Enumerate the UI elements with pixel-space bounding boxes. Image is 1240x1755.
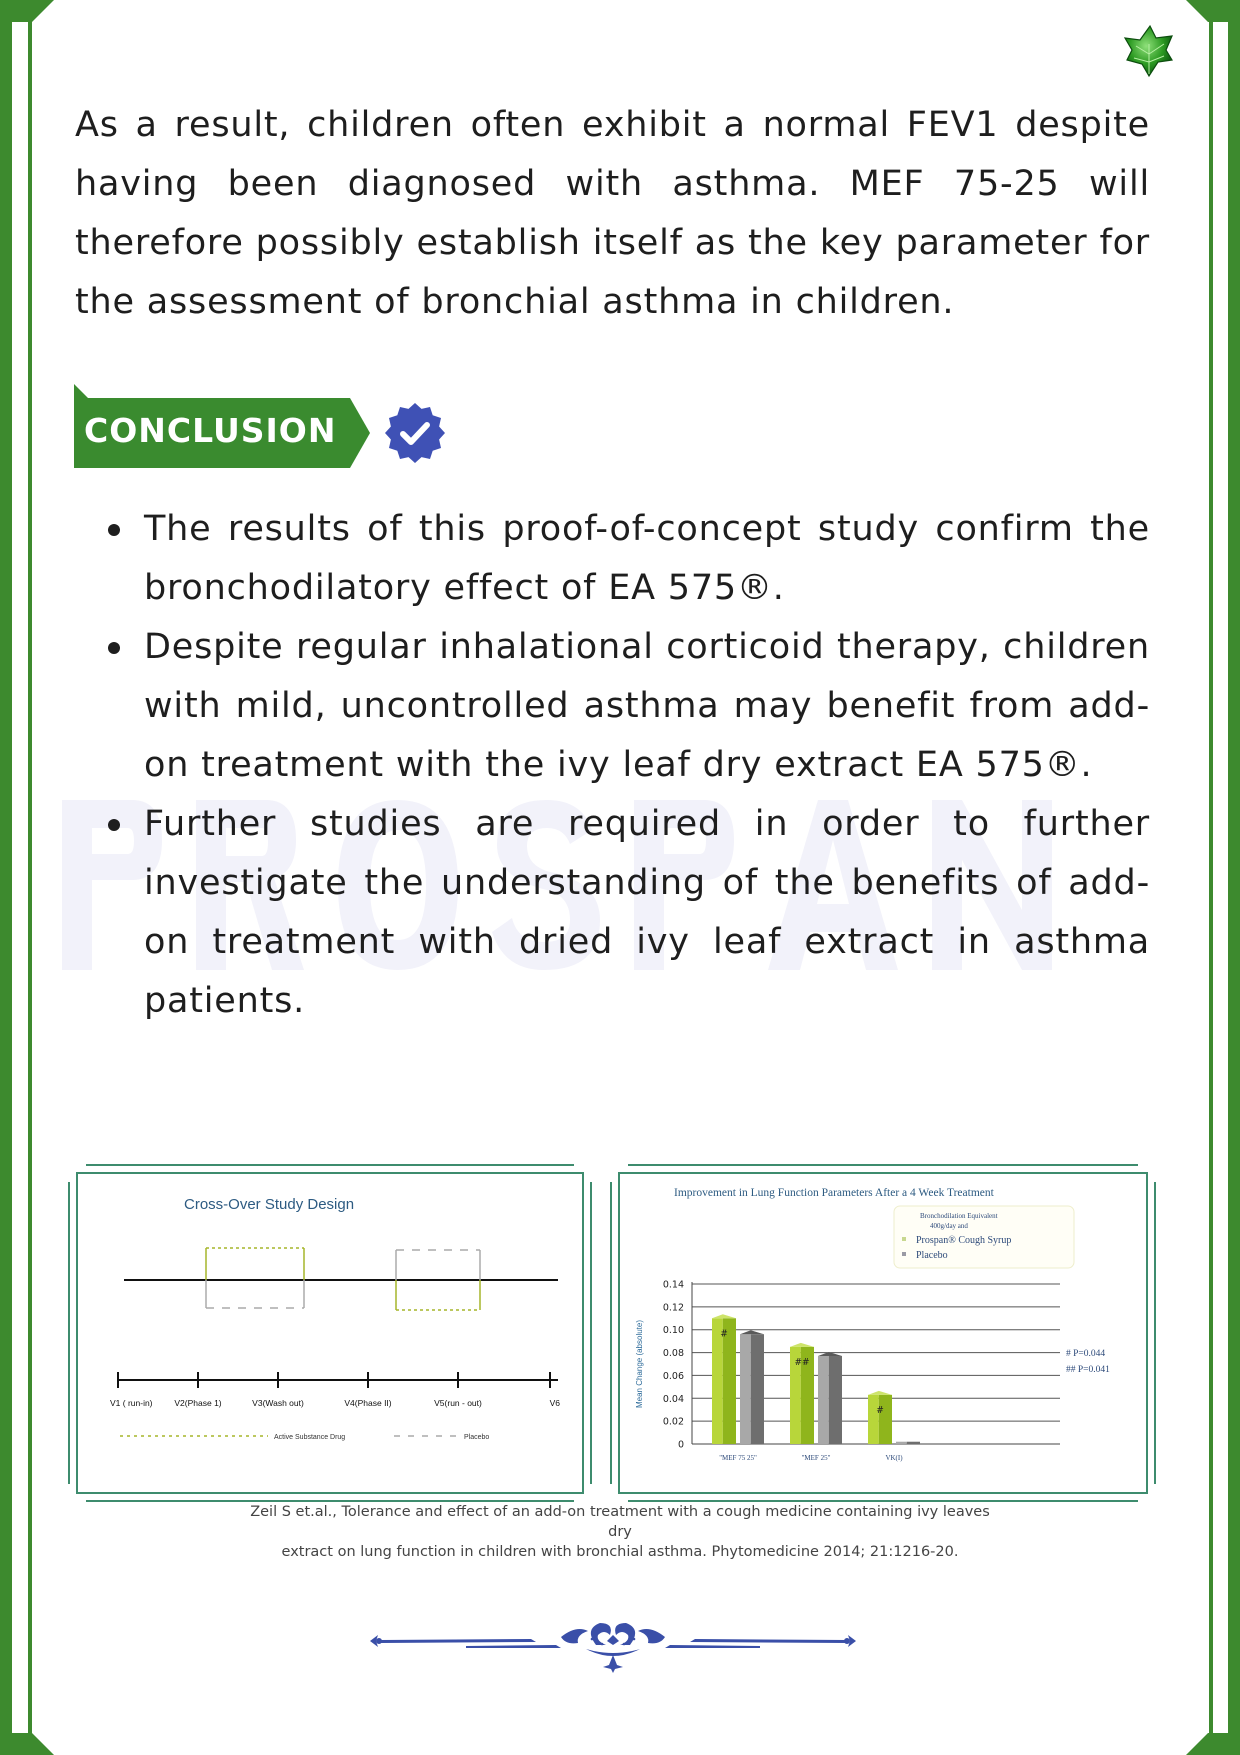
frame-corner-top-left [0,0,54,22]
y-tick-label: 0.02 [662,1416,684,1428]
bar-side-prospan [879,1395,892,1444]
chart-title: Improvement in Lung Function Parameters After a 4 Week Treatment [674,1187,994,1199]
bar-placebo [740,1334,751,1444]
legend-swatch-placebo [902,1252,906,1256]
citation-line-2: extract on lung function in children with bronchial asthma. Phytomedicine 2014; 21:1216-20. [281,1544,959,1560]
bar-prospan [868,1395,879,1444]
y-tick-label: 0.04 [662,1393,684,1405]
citation-line-1: Zeil S et.al., Tolerance and effect of an add-on treatment with a cough medicine containing ivy leaves dry [250,1504,990,1540]
ornament-divider-icon [366,1615,860,1675]
y-tick-label: 0.12 [662,1302,684,1314]
conclusion-list [100,500,1150,1031]
list-item [100,500,1150,618]
bar-cap [712,1314,736,1318]
ivy-leaf-icon [1122,24,1176,78]
frame-line-left [28,0,32,1755]
bar-side-placebo [751,1334,764,1444]
visit-label: V2(Phase 1) [174,1398,222,1408]
citation [240,1502,1000,1562]
y-tick-label: 0.10 [662,1325,684,1337]
bullet-text: Despite regular inhalational corticoid therapy, children with mild, uncontrolled asthma may benefit from add-on treatment with the ivy leaf dry extract EA 575®. [144,627,1150,785]
visit-label: V4(Phase II) [344,1398,392,1408]
heading-tag-arrow [350,398,370,468]
legend-label-prospan: Prospan® Cough Syrup [916,1235,1012,1246]
legend-heading-1: Bronchodilation Equivalent [920,1212,998,1220]
visit-label: V6 [549,1398,560,1408]
study-design-diagram [78,1174,582,1492]
frame-bar-right [1228,0,1240,1755]
y-tick-label: 0 [677,1439,684,1451]
bar-marker: ## [794,1357,810,1368]
bar-marker: # [720,1329,728,1340]
bar-side-placebo [829,1356,842,1444]
legend-placebo-label: Placebo [464,1434,490,1441]
y-tick-label: 0.06 [662,1370,684,1382]
bullet-text: Further studies are required in order to further investigate the understanding of the benefits of add-on treatment with dried ivy leaf extract in asthma patients. [144,804,1150,1021]
frame-corner-bottom-right [1186,1733,1240,1755]
intro-paragraph: As a result, children often exhibit a normal FEV1 despite having been diagnosed with asthma. MEF 75-25 will therefore possibly establish itself as the key parameter for the assessment of bronchial asthma in children. [75,105,1150,322]
bar-cap [790,1343,814,1347]
study-design-title: Cross-Over Study Design [184,1196,355,1213]
legend-heading-2: 400g/day and [930,1222,968,1230]
check-badge-icon [384,402,446,464]
bar-cap [868,1391,892,1395]
frame-corner-bottom-left [0,1733,54,1755]
x-tick-label: VK(I) [885,1454,903,1462]
bar-placebo [896,1442,907,1444]
conclusion-heading [74,384,454,474]
bullet-dot [108,819,120,831]
bullet-dot [108,524,120,536]
annotation-p1: # P=0.044 [1066,1349,1106,1359]
legend-active-label: Active Substance Drug [274,1434,346,1441]
bar-placebo [818,1356,829,1444]
bar-cap [740,1330,764,1334]
frame-corner-top-right [1186,0,1240,22]
legend-label-placebo: Placebo [916,1250,948,1261]
bullet-text: The results of this proof-of-concept study confirm the bronchodilatory effect of EA 575®. [144,509,1150,608]
list-item [100,618,1150,795]
visit-label: V1 ( run-in) [110,1398,153,1408]
visit-label: V5(run - out) [434,1398,482,1408]
list-item [100,795,1150,1031]
visit-label: V3(Wash out) [252,1398,304,1408]
x-tick-label: "MEF 75 25" [719,1454,757,1462]
bullet-dot [108,642,120,654]
bar-side-placebo [907,1442,920,1444]
heading-text: CONCLUSION [84,411,337,450]
lung-function-chart [620,1174,1146,1492]
frame-line-right [1209,0,1213,1755]
bar-marker: # [876,1405,884,1416]
y-tick-label: 0.08 [662,1348,684,1360]
lung-function-chart-figure [618,1172,1148,1494]
heading-tag-notch [74,384,88,398]
legend-swatch-prospan [902,1237,906,1241]
x-tick-label: "MEF 25" [801,1454,831,1462]
annotation-p2: ## P=0.041 [1066,1365,1110,1375]
frame-bar-left [0,0,12,1755]
y-axis-label: Mean Change (absolute) [635,1319,644,1409]
y-tick-label: 0.14 [662,1279,684,1291]
study-design-figure [76,1172,584,1494]
